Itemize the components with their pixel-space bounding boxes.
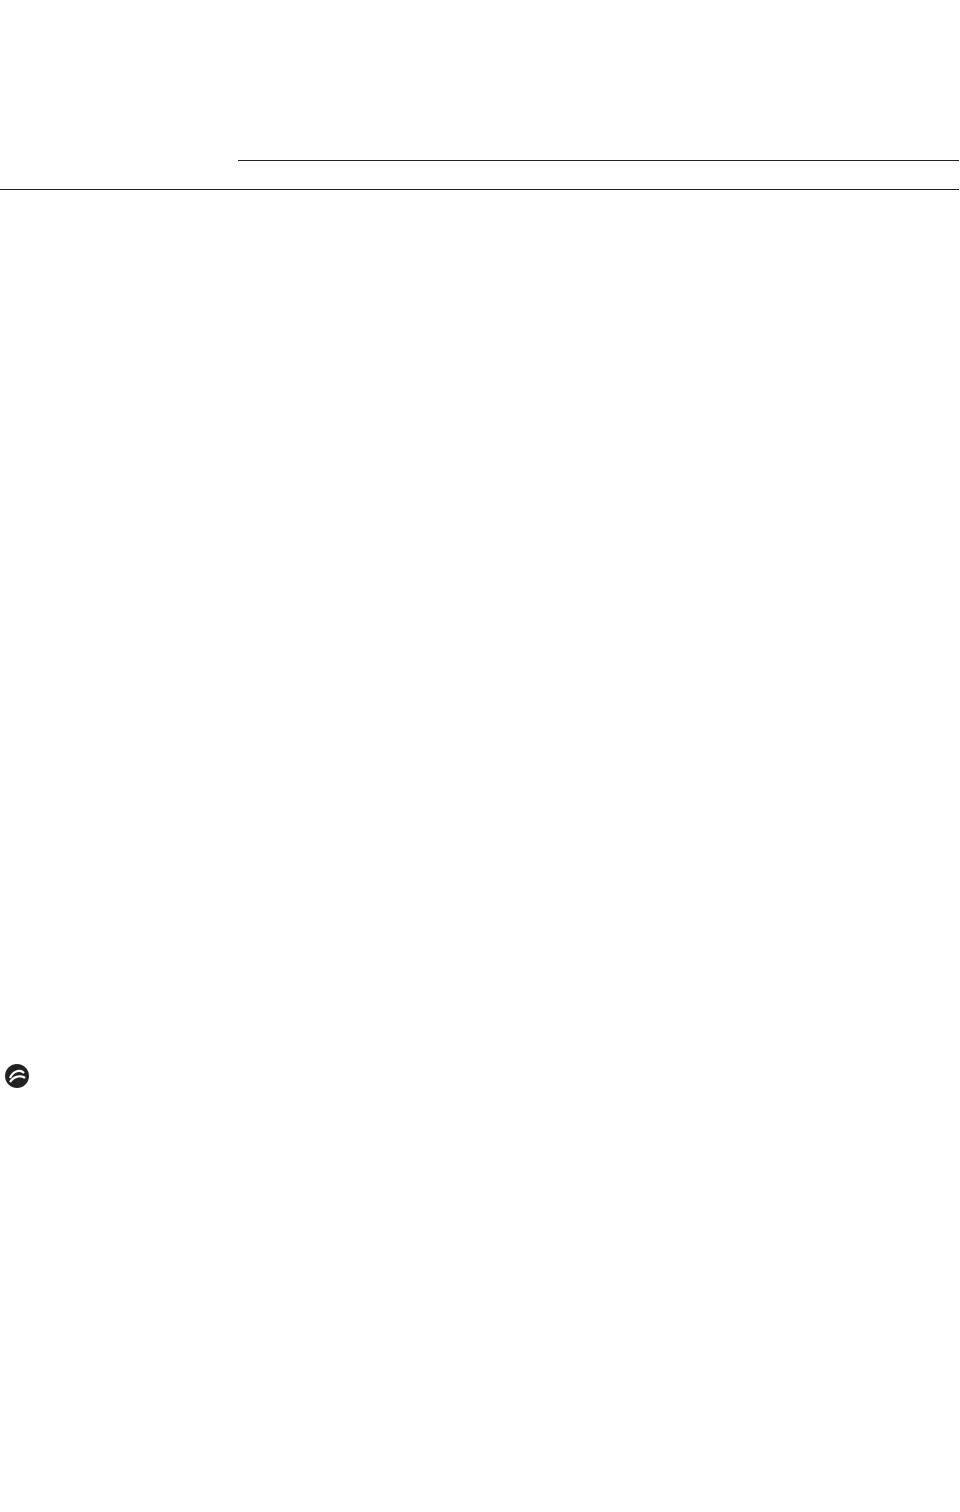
scb-logo-icon — [4, 1063, 30, 1089]
table-top-rule — [0, 189, 959, 190]
source-line — [4, 1062, 38, 1090]
page-footer — [932, 1474, 954, 1510]
header-rule — [238, 160, 959, 161]
